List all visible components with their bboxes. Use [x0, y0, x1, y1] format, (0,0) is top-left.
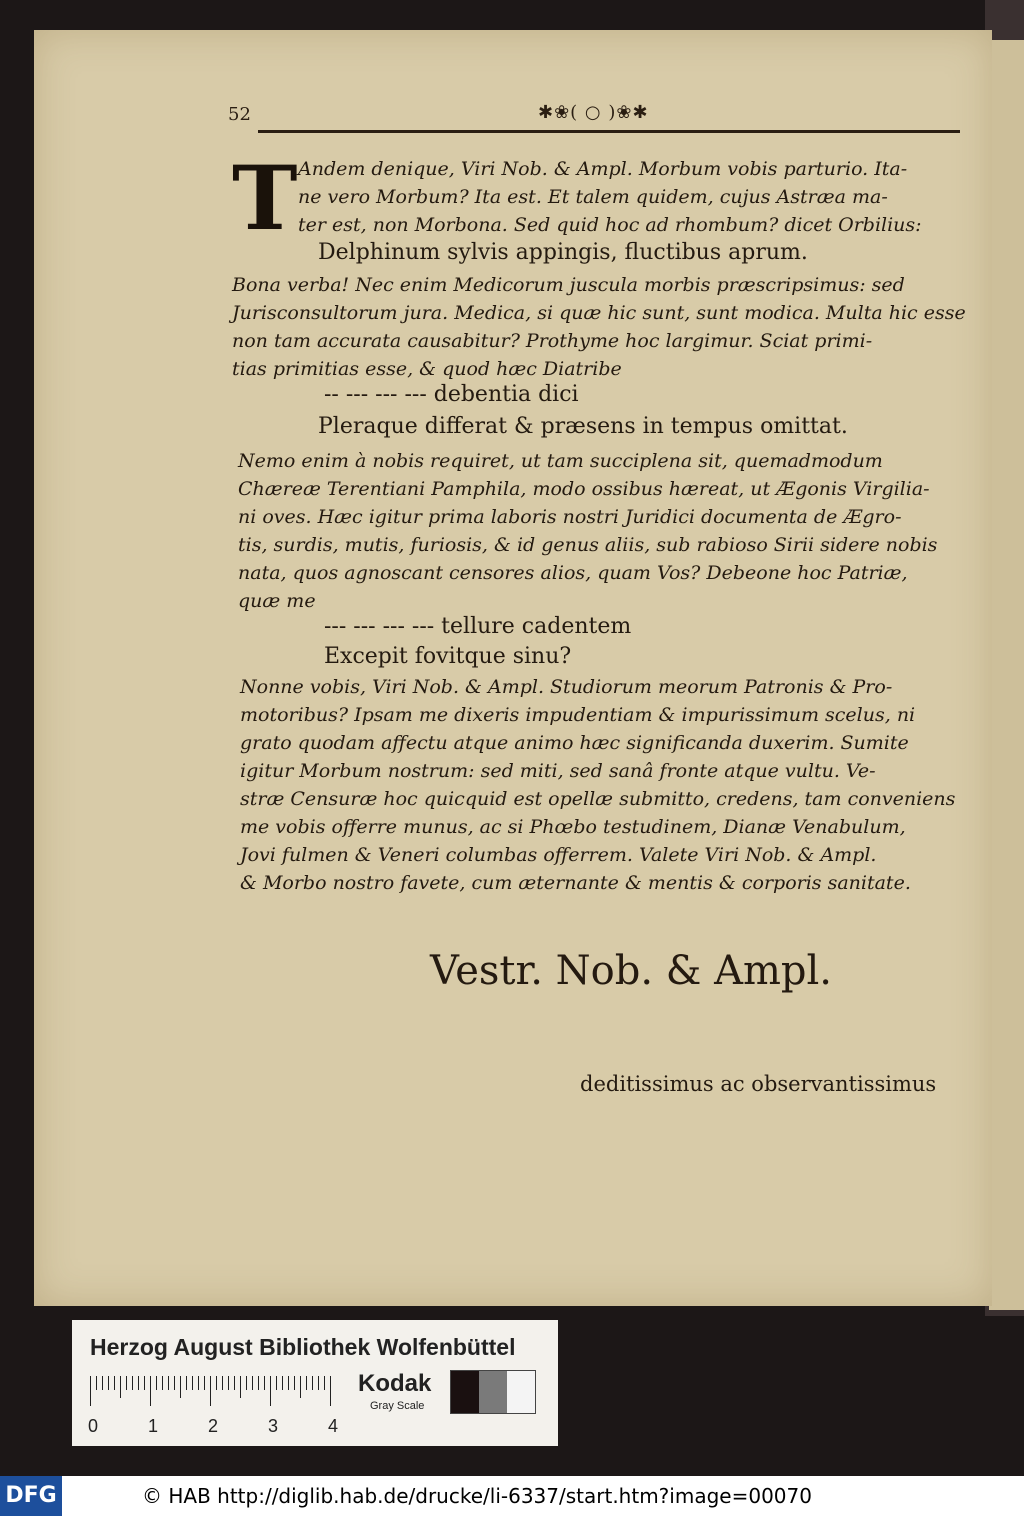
dfg-logo: DFG: [0, 1476, 62, 1516]
header-rule: [258, 130, 960, 133]
library-name: Herzog August Bibliothek Wolfenbüttel: [90, 1334, 516, 1360]
text-line: grato quodam affectu atque animo hæc significanda duxerim. Sumite: [240, 732, 909, 754]
ruler-tick: [288, 1376, 289, 1390]
ruler-tick: [276, 1376, 277, 1390]
ruler-tick: [168, 1376, 169, 1390]
text-line: stræ Censuræ hoc quicquid est opellæ submitto, credens, tam conveniens: [240, 788, 956, 810]
text-line: Chæreæ Terentiani Pamphila, modo ossibus hæreat, ut Ægonis Virgilia-: [238, 478, 930, 500]
ruler-tick: [264, 1376, 265, 1390]
ruler-tick: [282, 1376, 283, 1390]
gray-scale-label: Gray Scale: [370, 1400, 425, 1412]
ruler-tick: [252, 1376, 253, 1390]
text-line: non tam accurata causabitur? Prothyme hoc largimur. Sciat primi-: [232, 330, 873, 352]
text-line: ni oves. Hæc igitur prima laboris nostri Juridici documenta de Ægro-: [238, 506, 902, 528]
gray-swatch: [451, 1371, 479, 1413]
ruler-tick: [234, 1376, 235, 1390]
ruler-tick: [294, 1376, 295, 1390]
ruler-tick: [126, 1376, 127, 1390]
ruler-tick: [102, 1376, 103, 1390]
text-line: quæ me: [238, 590, 316, 612]
ruler-tick: [270, 1376, 271, 1406]
page-header: [228, 100, 960, 140]
text-line: Nemo enim à nobis requiret, ut tam succiplena sit, quemadmodum: [238, 450, 883, 472]
ruler-number: 1: [148, 1416, 159, 1436]
closing-line: deditissimus ac observantissimus: [580, 1072, 937, 1096]
text-line: Jurisconsultorum jura. Medica, si quæ hic sunt, sunt modica. Multa hic esse: [232, 302, 966, 324]
ruler-tick: [186, 1376, 187, 1390]
library-color-card: [72, 1320, 558, 1446]
text-line: tias primitias esse, & quod hæc Diatribe: [232, 358, 622, 380]
ruler-tick: [222, 1376, 223, 1390]
ruler-tick: [120, 1376, 121, 1398]
text-line: tis, surdis, mutis, furiosis, & id genus aliis, sub rabioso Sirii sidere nobis: [238, 534, 938, 556]
text-line: & Morbo nostro favete, cum æternante & mentis & corporis sanitate.: [240, 872, 911, 894]
ruler-tick: [174, 1376, 175, 1390]
ruler-tick: [198, 1376, 199, 1390]
kodak-logo: Kodak: [358, 1370, 432, 1397]
copyright-link[interactable]: © HAB http://diglib.hab.de/drucke/li-6337/start.htm?image=00070: [142, 1484, 812, 1508]
ruler-tick: [300, 1376, 301, 1398]
ruler-number: 3: [268, 1416, 279, 1436]
ruler-tick: [324, 1376, 325, 1390]
ruler-tick: [204, 1376, 205, 1390]
verse-line: Delphinum sylvis appingis, fluctibus aprum.: [318, 240, 808, 265]
ruler-number: 4: [328, 1416, 339, 1436]
drop-cap: T: [232, 146, 298, 250]
text-line: ter est, non Morbona. Sed quid hoc ad rhombum? dicet Orbilius:: [298, 214, 922, 236]
text-line: Jovi fulmen & Veneri columbas offerrem. Valete Viri Nob. & Ampl.: [240, 844, 877, 866]
gray-swatch: [507, 1371, 535, 1413]
text-line: me vobis offerre munus, ac si Phœbo testudinem, Dianæ Venabulum,: [240, 816, 906, 838]
header-ornament: ✱❀( ○ )❀✱: [538, 102, 649, 123]
ruler-tick: [156, 1376, 157, 1390]
text-line: Andem denique, Viri Nob. & Ampl. Morbum vobis parturio. Ita-: [298, 158, 908, 180]
ruler-tick: [258, 1376, 259, 1390]
ruler-tick: [162, 1376, 163, 1390]
verse-line: Pleraque differat & præsens in tempus omittat.: [318, 414, 848, 439]
ruler-tick: [246, 1376, 247, 1390]
verse-line: Excepit fovitque sinu?: [324, 644, 572, 669]
ruler-tick: [180, 1376, 181, 1398]
ruler-tick: [138, 1376, 139, 1390]
ruler-tick: [228, 1376, 229, 1390]
ruler-tick: [318, 1376, 319, 1390]
ruler-tick: [108, 1376, 109, 1390]
text-line: motoribus? Ipsam me dixeris impudentiam & impurissimum scelus, ni: [240, 704, 916, 726]
ruler-tick: [192, 1376, 193, 1390]
text-line: Nonne vobis, Viri Nob. & Ampl. Studiorum meorum Patronis & Pro-: [240, 676, 893, 698]
ruler-tick: [306, 1376, 307, 1390]
ruler-tick: [240, 1376, 241, 1398]
ruler-tick: [216, 1376, 217, 1390]
text-line: ne vero Morbum? Ita est. Et talem quidem, cujus Astræa ma-: [298, 186, 888, 208]
verse-line: --- --- --- --- tellure cadentem: [324, 614, 632, 639]
ruler-number: 0: [88, 1416, 99, 1436]
ruler-tick: [96, 1376, 97, 1390]
text-line: igitur Morbum nostrum: sed miti, sed sanâ fronte atque vultu. Ve-: [240, 760, 876, 782]
ruler-tick: [150, 1376, 151, 1406]
ruler-tick: [90, 1376, 91, 1406]
ruler-tick: [330, 1376, 331, 1406]
gray-swatch: [479, 1371, 507, 1413]
ruler-number: 2: [208, 1416, 219, 1436]
ruler-tick: [144, 1376, 145, 1390]
ruler-tick: [312, 1376, 313, 1390]
page-number: 52: [228, 104, 251, 125]
ruler-tick: [114, 1376, 115, 1390]
ruler-scale: [90, 1376, 340, 1412]
ruler-tick: [132, 1376, 133, 1390]
gray-swatches: [450, 1370, 536, 1414]
text-line: nata, quos agnoscant censores alios, quam Vos? Debeone hoc Patriæ,: [238, 562, 908, 584]
ruler-tick: [210, 1376, 211, 1406]
verse-line: -- --- --- --- debentia dici: [324, 382, 579, 407]
text-line: Bona verba! Nec enim Medicorum juscula morbis præscripsimus: sed: [232, 274, 905, 296]
salutation: Vestr. Nob. & Ampl.: [430, 948, 833, 994]
